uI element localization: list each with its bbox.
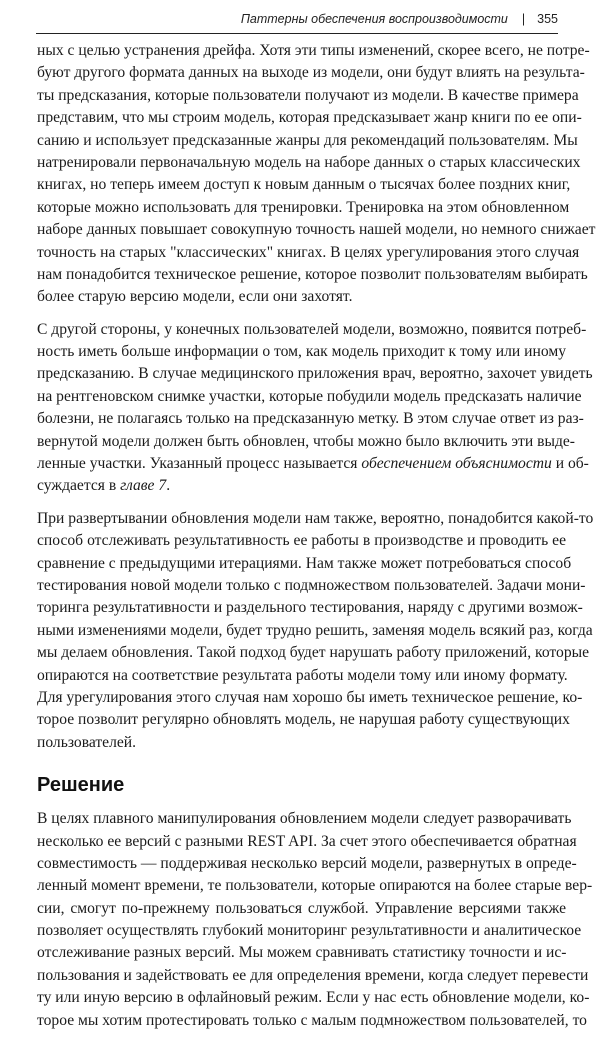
text-line: При развертывании обновления модели нам также, вероятно, понадобится какой-то — [37, 509, 594, 527]
text-line: нам понадобится техническое решение, которое позволит пользователям выбирать — [37, 265, 588, 283]
text-line: ту или иную версию в офлайновый режим. Если у нас есть обновление модели, ко- — [37, 989, 590, 1007]
section-paragraph — [37, 808, 593, 1032]
text-line: более старую версию модели, если они захотят. — [37, 288, 353, 306]
text-line: которые можно использовать для тренировки. Тренировка на этом обновленном — [37, 198, 570, 216]
text-line: торинга результативности и раздельного тестирования, наряду с другими возмож- — [37, 599, 583, 617]
text-line — [37, 453, 589, 475]
text-fragment: ленные участки. Указанный процесс называется — [37, 455, 362, 473]
text-line: точность на старых "классических" книгах. В целях урегулирования этого случая — [37, 243, 580, 261]
text-line: представим, что мы строим модель, которая предсказывает жанр книги по ее опи- — [37, 109, 582, 127]
text-line: В целях плавного манипулирования обновлением модели следует разворачивать — [37, 810, 572, 828]
running-head-title: Паттерны обеспечения воспроизводимости — [240, 12, 508, 26]
page-number: 355 — [537, 12, 558, 26]
text-line: С другой стороны, у конечных пользователей модели, возможно, появится потреб- — [37, 320, 587, 338]
text-fragment: и об- — [551, 455, 589, 473]
text-line: наборе данных повышает совокупную точность нашей модели, но немного снижает — [37, 221, 596, 239]
text-fragment: . — [166, 477, 171, 495]
text-line: ными изменениями модели, будет трудно решить, заменяя модель всякий раз, когда — [37, 621, 593, 639]
text-line: сии, смогут по-прежнему пользоваться службой. Управление версиями также — [37, 899, 566, 917]
running-head-separator: | — [521, 12, 526, 26]
chapter-reference: главе 7 — [120, 477, 167, 495]
text-line: совместимость — поддерживая несколько версий модели, развернутых в опреде- — [37, 854, 577, 872]
text-line: опираются на соответствие результата работы модели тому или иному формату. — [37, 666, 568, 684]
text-line — [37, 475, 566, 497]
text-line: книгах, но теперь имеем доступ к новым данным о тысячах более поздних книг, — [37, 176, 571, 194]
text-line: санию и использует предсказанные жанры для рекомендаций пользователям. Мы — [37, 131, 578, 149]
text-line: буют другого формата данных на выходе из модели, они будут влиять на результа- — [37, 64, 585, 82]
text-line: отслеживание разных версий. Мы можем сравнивать статистику точности и ис- — [37, 944, 567, 962]
text-line: позволяет осуществлять глубокий мониторинг результативности и аналитическое — [37, 922, 582, 940]
text-line: ность иметь больше информации о том, как модель приходит к тому или иному — [37, 343, 566, 361]
text-line: мы делаем обновления. Такой подход будет нарушать работу приложений, которые — [37, 644, 590, 662]
text-line: сравнение с предыдущими итерациями. Нам также может потребоваться способ — [37, 554, 572, 572]
running-head — [36, 12, 558, 32]
text-line: ленный момент времени, те пользователи, которые опираются на более старые вер- — [37, 877, 593, 895]
text-line: тестирования новой модели только с подмножеством пользователей. Задачи мони- — [37, 576, 586, 594]
text-line: натренировали первоначальную модель на наборе данных о старых классических — [37, 153, 581, 171]
text-line: пользования и задействовать ее для определения времени, когда следует перевести — [37, 966, 589, 984]
paragraph-1 — [37, 40, 596, 309]
text-line: на рентгеновском снимке участки, которые побудили модель предсказать наличие — [37, 387, 582, 405]
text-line: ных с целью устранения дрейфа. Хотя эти типы изменений, скорее всего, не потре- — [37, 42, 590, 59]
text-line: несколько ее версий с разными REST API. За счет этого обеспечивается обратная — [37, 832, 577, 850]
text-line: вернутой модели должен быть обновлен, чтобы можно было включить эти выде- — [37, 432, 575, 450]
paragraph-3 — [37, 508, 594, 754]
text-line: пользователей. — [37, 733, 137, 751]
text-line: способ отслеживать результативность ее работы в производстве и проводить ее — [37, 532, 566, 550]
text-line: предсказанию. В случае медицинского приложения врач, вероятно, захочет увидеть — [37, 365, 593, 383]
section-heading: Решение — [37, 774, 125, 797]
text-line: болезни, не полагаясь только на предсказанную метку. В этом случае ответ из раз- — [37, 410, 584, 428]
header-rule — [36, 33, 558, 34]
emphasis-term: обеспечением объяснимости — [361, 455, 552, 473]
text-line: Для урегулирования этого случая нам хорошо бы иметь техническое решение, ко- — [37, 688, 583, 706]
text-line: торое мы хотим протестировать только с малым подмножеством пользователей, то — [37, 1011, 587, 1029]
text-line: торое позволит регулярно обновлять модель, не нарушая работу существующих — [37, 711, 570, 729]
text-line: ты предсказания, которые пользователи получают из модели. В качестве примера — [37, 86, 579, 104]
paragraph-2 — [37, 319, 593, 498]
text-fragment: суждается в — [37, 477, 121, 495]
body-text — [37, 40, 596, 1042]
